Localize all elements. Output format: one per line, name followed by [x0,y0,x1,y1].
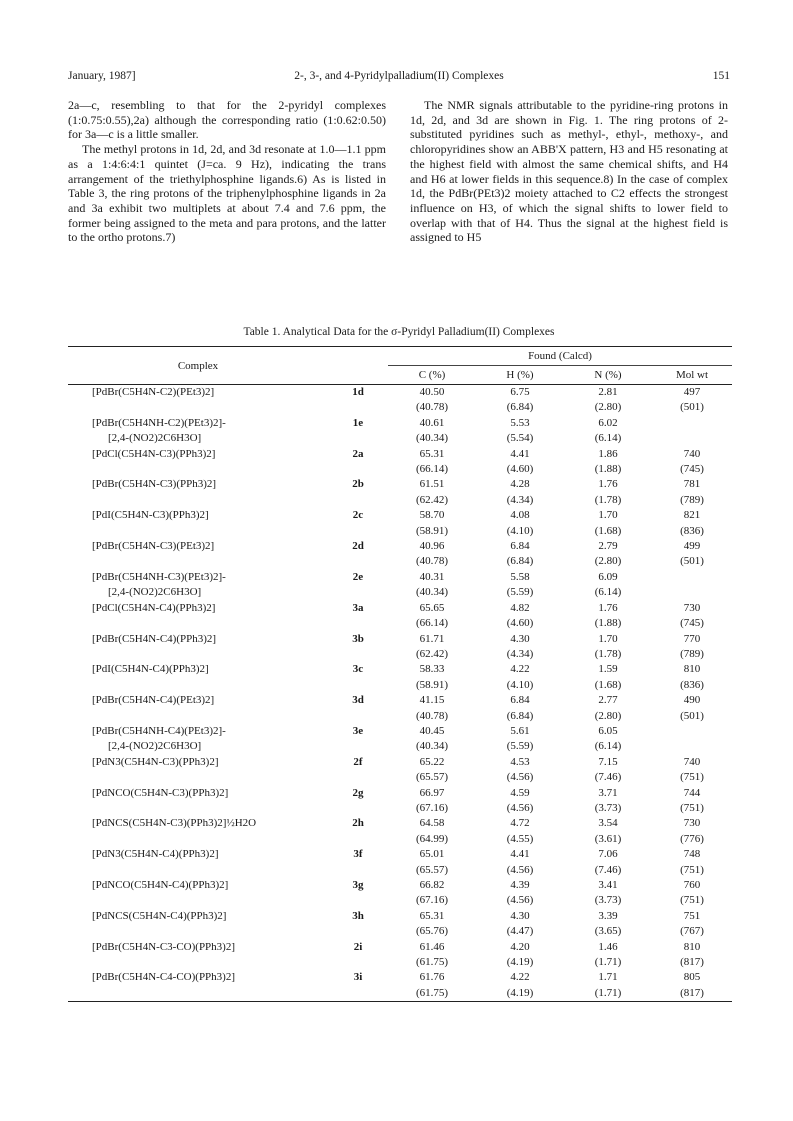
calcd-mw: (751) [680,863,704,876]
found-c: 66.82 [419,879,445,891]
table-row [68,416,732,431]
table-row [68,816,732,831]
found-n: 1.70 [598,509,618,522]
table-row [68,632,732,647]
found-h: 4.22 [510,663,530,676]
found-h: 4.59 [510,786,530,799]
found-c: 58.70 [419,509,445,522]
paragraph: The methyl protons in 1d, 2d, and 3d resonate at 1.0—1.1 ppm as a 1:4:6:4:1 quintet (J=ca. 9 Hz), indicating the trans arrangement of the triethylphosphine ligands.6) As is listed in Table 3, the ring protons of the triphenylphosphine ligands in 2a and 3a exhibit two multiplets at about 7.4 and 7.6 ppm, the former being assigned to the meta and para protons, and the latter to the ortho protons.7) [68,142,386,245]
complex-code: 2g [352,786,364,799]
found-mw [652,416,732,431]
calcd-h: (6.84) [506,555,534,568]
complex-formula-cont [68,893,328,908]
found-n: 6.05 [598,724,618,737]
calcd-n: (6.14) [594,586,622,599]
calcd-mw: (817) [680,956,704,969]
calcd-c: (40.78) [415,555,449,568]
complex-code: 2i [353,940,363,953]
found-mw: 730 [683,601,701,614]
found-mw: 751 [683,909,701,922]
found-mw: 497 [683,386,701,398]
complex-code: 2h [352,817,364,830]
found-h: 5.58 [510,570,530,583]
table-row-calcd [68,801,732,816]
header-mw: Mol wt [675,369,709,381]
calcd-n: (1.68) [594,524,622,537]
calcd-c: (40.34) [415,432,449,445]
complex-formula-cont [68,801,328,816]
calcd-n: (3.73) [594,894,622,907]
found-h: 6.84 [510,540,530,553]
calcd-h: (4.60) [506,463,534,476]
table-caption: Table 1. Analytical Data for the σ-Pyridyl Palladium(II) Complexes [243,326,555,338]
calcd-mw: (789) [680,647,704,660]
complex-code: 2b [352,478,364,491]
found-n: 3.54 [598,817,618,830]
table-row [68,601,732,616]
table-row-calcd [68,739,732,754]
complex-code: 2e [352,570,364,583]
complex-code: 3a [352,601,364,614]
calcd-h: (4.19) [506,956,534,969]
calcd-mw [652,739,732,754]
calcd-mw: (789) [680,493,704,506]
complex-formula-cont [68,832,328,847]
found-h: 4.39 [510,879,530,891]
calcd-h: (4.47) [506,925,534,938]
calcd-h: (4.56) [506,894,534,907]
table-row-calcd [68,585,732,600]
found-h: 4.30 [510,632,530,645]
table-row-calcd [68,647,732,662]
found-n: 1.86 [598,447,618,460]
found-c: 65.65 [419,601,445,614]
table-row-calcd [68,554,732,569]
complex-formula: [PdBr(C5H4N-C4-CO)(PPh3)2] [92,971,235,984]
found-n: 3.71 [598,786,618,799]
found-mw: 740 [683,447,701,460]
found-mw [652,724,732,739]
calcd-mw: (501) [680,401,704,414]
found-h: 4.41 [510,848,530,861]
found-c: 65.31 [419,447,445,460]
found-n: 7.15 [598,755,618,768]
table-row-calcd [68,524,732,539]
complex-code: 3g [352,879,364,891]
header-h: H (%) [506,369,534,381]
table-row [68,477,732,492]
found-n: 7.06 [598,848,618,861]
calcd-c: (40.78) [415,401,449,414]
found-mw: 499 [683,540,701,553]
found-c: 40.31 [419,570,445,583]
calcd-c: (64.99) [415,832,449,845]
complex-code: 1e [352,416,364,429]
table-row-calcd [68,986,732,1002]
paragraph: 2a—c, resembling to that for the 2-pyridyl complexes (1:0.75:0.55),2a) although the corresponding ratio (1:0.62:0.50) for 3a—c is a little smaller. [68,98,386,142]
found-mw: 730 [683,817,701,830]
complex-formula-cont [68,400,328,415]
calcd-h: (4.56) [506,801,534,814]
found-n: 1.76 [598,478,618,491]
complex-formula: [PdN3(C5H4N-C3)(PPh3)2] [92,755,219,768]
found-c: 65.22 [419,755,445,768]
calcd-c: (62.42) [415,647,449,660]
calcd-mw: (501) [680,555,704,568]
table-row-calcd [68,863,732,878]
complex-formula-cont: [2,4-(NO2)2C6H3O] [108,432,202,445]
table-row-calcd [68,924,732,939]
table-row [68,508,732,523]
complex-formula: [PdBr(C5H4N-C4)(PPh3)2] [92,632,217,645]
calcd-mw: (751) [680,894,704,907]
complex-formula: [PdBr(C5H4N-C4)(PEt3)2] [92,694,215,707]
complex-formula-cont: [2,4-(NO2)2C6H3O] [108,586,202,599]
header-n: N (%) [594,369,622,381]
complex-formula: [PdBr(C5H4N-C3)(PEt3)2] [92,540,215,553]
table-row [68,662,732,677]
found-h: 4.30 [510,909,530,922]
calcd-h: (4.34) [506,493,534,506]
complex-formula: [PdBr(C5H4NH-C2)(PEt3)2]- [92,416,226,429]
table-row-calcd [68,893,732,908]
found-c: 58.33 [419,663,445,676]
calcd-c: (65.57) [415,863,449,876]
complex-formula-cont [68,709,328,724]
found-c: 61.76 [419,971,445,984]
complex-code: 2f [353,755,363,768]
calcd-mw: (767) [680,925,704,938]
calcd-c: (65.57) [415,771,449,784]
found-n: 1.46 [598,940,618,953]
found-h: 4.41 [510,447,530,460]
calcd-n: (3.65) [594,925,622,938]
complex-code: 1d [352,386,364,398]
complex-formula: [PdBr(C5H4N-C2)(PEt3)2] [92,386,215,398]
found-h: 5.53 [510,416,530,429]
found-c: 65.01 [419,848,445,861]
table-row [68,570,732,585]
found-c: 61.71 [419,632,445,645]
calcd-c: (61.75) [415,956,449,969]
complex-code: 2a [352,447,364,460]
table-row [68,755,732,770]
calcd-n: (1.68) [594,678,622,691]
found-c: 40.61 [419,416,445,429]
header-found: Found (Calcd) [388,347,732,366]
found-c: 41.15 [419,694,445,707]
table-row-calcd [68,832,732,847]
complex-formula-cont [68,554,328,569]
calcd-n: (1.88) [594,463,622,476]
complex-formula: [PdBr(C5H4NH-C3)(PEt3)2]- [92,570,226,583]
found-mw: 781 [683,478,701,491]
found-h: 4.72 [510,817,530,830]
running-head-date: January, 1987] [68,70,136,82]
calcd-h: (4.60) [506,617,534,630]
found-mw [652,570,732,585]
calcd-mw: (745) [680,463,704,476]
found-n: 2.81 [598,386,618,398]
found-n: 6.02 [598,416,618,429]
calcd-c: (67.16) [415,894,449,907]
complex-formula: [PdNCO(C5H4N-C3)(PPh3)2] [92,786,229,799]
table-row-calcd [68,493,732,508]
complex-formula-cont [68,678,328,693]
table-row-calcd [68,770,732,785]
complex-formula-cont [68,462,328,477]
complex-formula: [PdI(C5H4N-C3)(PPh3)2] [92,509,209,522]
complex-formula-cont: [2,4-(NO2)2C6H3O] [108,740,202,753]
calcd-n: (1.78) [594,647,622,660]
calcd-c: (62.42) [415,493,449,506]
found-h: 4.22 [510,971,530,984]
found-c: 65.31 [419,909,445,922]
calcd-h: (6.84) [506,401,534,414]
calcd-mw: (751) [680,801,704,814]
table-row-calcd [68,431,732,446]
found-n: 1.71 [598,971,618,984]
complex-formula: [PdBr(C5H4N-C3)(PPh3)2] [92,478,217,491]
table-row [68,909,732,924]
found-h: 4.08 [510,509,530,522]
calcd-mw [652,431,732,446]
table-row-calcd [68,616,732,631]
complex-formula: [PdNCS(C5H4N-C3)(PPh3)2]½H2O [92,817,257,830]
found-mw: 770 [683,632,701,645]
found-h: 4.20 [510,940,530,953]
calcd-n: (2.80) [594,401,622,414]
calcd-mw: (817) [680,986,704,999]
complex-formula-cont [68,616,328,631]
complex-formula: [PdBr(C5H4NH-C4)(PEt3)2]- [92,724,226,737]
found-n: 1.70 [598,632,618,645]
complex-formula-cont [68,770,328,785]
calcd-mw: (836) [680,678,704,691]
table-row [68,786,732,801]
complex-code: 3f [353,848,363,861]
calcd-c: (40.34) [415,586,449,599]
found-n: 2.79 [598,540,618,553]
body-column-right [410,98,728,245]
calcd-h: (5.59) [506,586,534,599]
complex-code: 3d [352,694,364,707]
complex-formula: [PdNCS(C5H4N-C4)(PPh3)2] [92,909,227,922]
found-c: 66.97 [419,786,445,799]
complex-formula: [PdN3(C5H4N-C4)(PPh3)2] [92,848,219,861]
found-n: 6.09 [598,570,618,583]
calcd-h: (5.54) [506,432,534,445]
calcd-n: (2.80) [594,709,622,722]
complex-code: 3b [352,632,364,645]
found-mw: 744 [683,786,701,799]
calcd-n: (7.46) [594,863,622,876]
table-row [68,940,732,955]
calcd-n: (6.14) [594,740,622,753]
calcd-n: (1.78) [594,493,622,506]
found-c: 40.50 [419,386,445,398]
found-mw: 805 [683,971,701,984]
found-c: 64.58 [419,817,445,830]
calcd-h: (4.10) [506,524,534,537]
complex-code: 3e [352,724,364,737]
found-mw: 748 [683,848,701,861]
found-n: 3.39 [598,909,618,922]
calcd-mw: (836) [680,524,704,537]
calcd-h: (4.56) [506,863,534,876]
table-row [68,847,732,862]
calcd-c: (40.78) [415,709,449,722]
header-c: C (%) [418,369,446,381]
found-h: 6.75 [510,386,530,398]
calcd-n: (2.80) [594,555,622,568]
calcd-h: (4.56) [506,771,534,784]
calcd-n: (6.14) [594,432,622,445]
calcd-h: (4.10) [506,678,534,691]
body-column-left [68,98,386,245]
complex-formula-cont [68,986,328,1002]
analytical-data-table [68,346,732,1002]
table-row-calcd [68,400,732,415]
table-row [68,385,732,401]
calcd-mw: (751) [680,771,704,784]
complex-formula-cont [68,863,328,878]
calcd-n: (3.61) [594,832,622,845]
found-c: 61.46 [419,940,445,953]
complex-code: 3i [353,971,363,984]
calcd-c: (65.76) [415,925,449,938]
complex-formula-cont [68,524,328,539]
found-h: 6.84 [510,694,530,707]
calcd-mw: (501) [680,709,704,722]
complex-code: 3h [352,909,364,922]
table-row [68,970,732,985]
found-c: 40.96 [419,540,445,553]
found-c: 61.51 [419,478,445,491]
found-mw: 810 [683,940,701,953]
paragraph: The NMR signals attributable to the pyridine-ring protons in 1d, 2d, and 3d are shown in Fig. 1. The ring protons of 2-substituted pyridines such as methyl-, ethyl-, methoxy-, and chloropyridines show an ABB'X pattern, H3 and H5 resonating at the highest field with almost the same chemical shifts, and H4 and H6 at lower fields in this sequence.8) In the case of complex 1d, the PdBr(PEt3)2 moiety attached to C2 effects the strongest influence on H3, of which the signal shifts to lower field to overlap with that of H4. Thus the signal at the highest field is assigned to H5 [410,98,728,245]
table-row [68,724,732,739]
calcd-c: (67.16) [415,801,449,814]
header-complex: Complex [177,359,219,372]
complex-formula: [PdCl(C5H4N-C3)(PPh3)2] [92,447,216,460]
found-mw: 810 [683,663,701,676]
found-h: 5.61 [510,724,530,737]
found-mw: 821 [683,509,701,522]
calcd-c: (66.14) [415,463,449,476]
complex-formula: [PdCl(C5H4N-C4)(PPh3)2] [92,601,216,614]
running-head-title: 2-, 3-, and 4-Pyridylpalladium(II) Complexes [294,70,504,82]
calcd-n: (1.88) [594,617,622,630]
calcd-mw [652,585,732,600]
found-h: 4.82 [510,601,530,614]
calcd-mw: (745) [680,617,704,630]
found-mw: 740 [683,755,701,768]
table-row [68,693,732,708]
calcd-n: (3.73) [594,801,622,814]
complex-formula: [PdNCO(C5H4N-C4)(PPh3)2] [92,879,229,891]
calcd-c: (66.14) [415,617,449,630]
table-row-calcd [68,462,732,477]
calcd-h: (4.34) [506,647,534,660]
found-h: 4.53 [510,755,530,768]
found-n: 1.59 [598,663,618,676]
complex-formula-cont [68,493,328,508]
complex-formula-cont [68,647,328,662]
running-head [68,70,730,86]
table-row-calcd [68,678,732,693]
complex-formula: [PdI(C5H4N-C4)(PPh3)2] [92,663,209,676]
table-row [68,447,732,462]
page-number: 151 [712,70,730,82]
found-h: 4.28 [510,478,530,491]
complex-formula-cont [68,955,328,970]
calcd-h: (4.19) [506,986,534,999]
table-row-calcd [68,955,732,970]
calcd-n: (7.46) [594,771,622,784]
table-row [68,878,732,893]
found-mw: 760 [683,879,701,891]
found-n: 1.76 [598,601,618,614]
complex-code: 2d [352,540,364,553]
calcd-h: (4.55) [506,832,534,845]
complex-code: 2c [352,509,364,522]
complex-code: 3c [352,663,364,676]
calcd-n: (1.71) [594,956,622,969]
calcd-c: (40.34) [415,740,449,753]
complex-formula-cont [68,924,328,939]
found-n: 3.41 [598,879,618,891]
calcd-h: (5.59) [506,740,534,753]
calcd-mw: (776) [680,832,704,845]
calcd-n: (1.71) [594,986,622,999]
found-c: 40.45 [419,724,445,737]
found-mw: 490 [683,694,701,707]
calcd-c: (58.91) [415,678,449,691]
calcd-h: (6.84) [506,709,534,722]
table-row [68,539,732,554]
calcd-c: (58.91) [415,524,449,537]
table-row-calcd [68,709,732,724]
complex-formula: [PdBr(C5H4N-C3-CO)(PPh3)2] [92,940,235,953]
found-n: 2.77 [598,694,618,707]
calcd-c: (61.75) [415,986,449,999]
